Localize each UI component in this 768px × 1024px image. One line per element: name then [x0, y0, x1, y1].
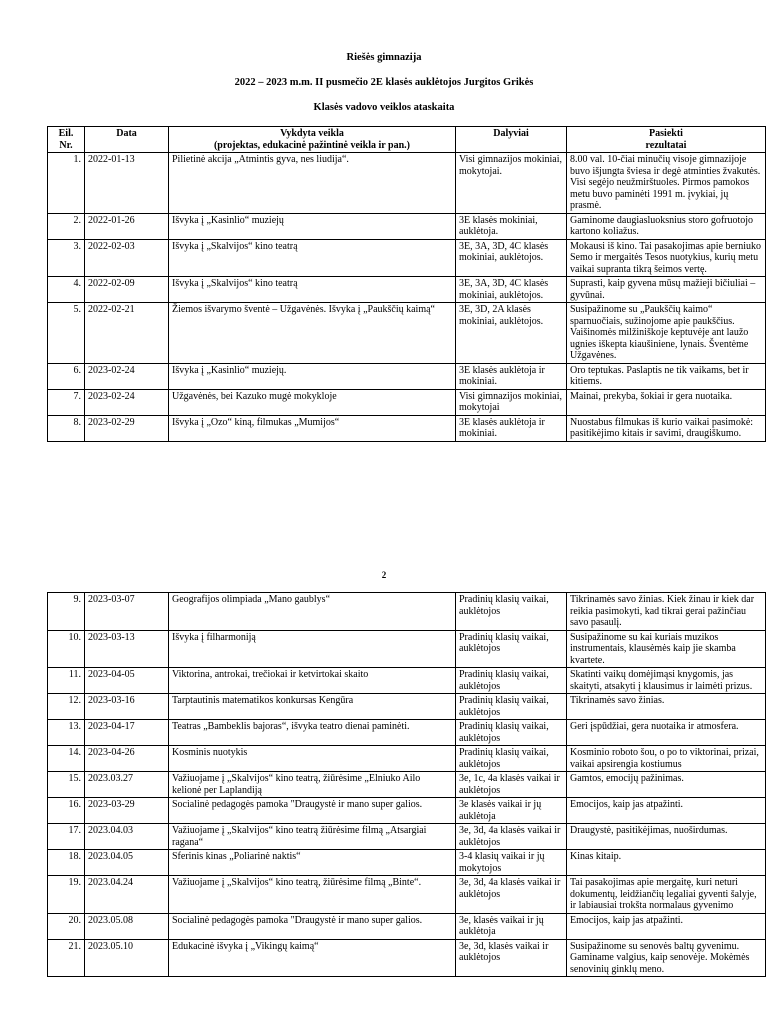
cell-results: Kinas kitaip. [567, 850, 766, 876]
page-number: 2 [381, 570, 387, 580]
col-header-date: Data [85, 127, 169, 153]
col-header-activity [169, 127, 456, 153]
table-row [48, 213, 766, 239]
table-row [48, 303, 766, 364]
cell-nr: 15. [48, 772, 85, 798]
cell-activity: Pilietinė akcija „Atmintis gyva, nes liudija“. [169, 153, 456, 214]
cell-participants: Pradinių klasių vaikai, auklėtojos [456, 630, 567, 668]
cell-activity: Važiuojame į „Skalvijos“ kino teatrą, žiūrėsime „Elniuko Ailo kelionė per Laplandiją [169, 772, 456, 798]
cell-nr: 9. [48, 593, 85, 631]
cell-participants: 3E, 3A, 3D, 4C klasės mokiniai, auklėtojos. [456, 239, 567, 277]
table-row [48, 772, 766, 798]
cell-date: 2023-03-07 [85, 593, 169, 631]
cell-activity: Teatras „Bambeklis bajoras“, išvyka teatro dienai paminėti. [169, 720, 456, 746]
cell-activity: Sferinis kinas „Poliarinė naktis“ [169, 850, 456, 876]
cell-date: 2023-03-16 [85, 694, 169, 720]
cell-date: 2023-04-26 [85, 746, 169, 772]
cell-date: 2022-02-03 [85, 239, 169, 277]
cell-date: 2023.05.08 [85, 913, 169, 939]
report-title: Klasės vadovo veiklos ataskaita [313, 102, 455, 113]
cell-results: Tai pasakojimas apie mergaitę, kuri neturi dokumentų, leidžiančių legaliai gyventi šalyje, ir labiausiai trokšta normalaus gyvenimo [567, 876, 766, 914]
col-header-nr: Eil. Nr. [48, 127, 85, 153]
cell-nr: 6. [48, 363, 85, 389]
cell-activity: Išvyka į filharmoniją [169, 630, 456, 668]
cell-nr: 18. [48, 850, 85, 876]
cell-results: Draugystė, pasitikėjimas, nuoširdumas. [567, 824, 766, 850]
cell-results: Gaminome daugiasluoksnius storo gofruotojo kartono koliažus. [567, 213, 766, 239]
cell-participants: Visi gimnazijos mokiniai, mokytojai. [456, 153, 567, 214]
cell-date: 2023.04.03 [85, 824, 169, 850]
cell-participants: 3e, 3d, 4a klasės vaikai ir auklėtojos [456, 876, 567, 914]
cell-nr: 19. [48, 876, 85, 914]
cell-participants: 3E, 3D, 2A klasės mokiniai, auklėtojos. [456, 303, 567, 364]
col-header-results-sub: rezultatai [645, 139, 687, 151]
cell-nr: 7. [48, 389, 85, 415]
cell-date: 2023-02-24 [85, 389, 169, 415]
cell-date: 2023-02-24 [85, 363, 169, 389]
cell-date: 2022-02-21 [85, 303, 169, 364]
school-name: Riešės gimnazija [346, 52, 422, 63]
table-row [48, 694, 766, 720]
table-header-row [48, 127, 766, 153]
cell-date: 2022-01-13 [85, 153, 169, 214]
table-row [48, 415, 766, 441]
report-period: 2022 – 2023 m.m. II pusmečio 2E klasės auklėtojos Jurgitos Grikės [234, 77, 534, 88]
cell-participants: 3e, 3d, klasės vaikai ir auklėtojos [456, 939, 567, 977]
table-row [48, 939, 766, 977]
cell-participants: 3e, 1c, 4a klasės vaikai ir auklėtojos [456, 772, 567, 798]
col-header-results-title: Pasiekti [649, 128, 683, 139]
table-row [48, 720, 766, 746]
table-row [48, 630, 766, 668]
cell-nr: 1. [48, 153, 85, 214]
cell-nr: 12. [48, 694, 85, 720]
cell-date: 2022-01-26 [85, 213, 169, 239]
table-row [48, 668, 766, 694]
cell-results: Gamtos, emocijų pažinimas. [567, 772, 766, 798]
cell-nr: 20. [48, 913, 85, 939]
cell-results: Kosminio roboto šou, o po to viktorinai, prizai, vaikai apsirengia kostiumus [567, 746, 766, 772]
cell-nr: 8. [48, 415, 85, 441]
table-row [48, 239, 766, 277]
table-row [48, 153, 766, 214]
cell-nr: 5. [48, 303, 85, 364]
cell-participants: 3e, klasės vaikai ir jų auklėtoja [456, 913, 567, 939]
table-row [48, 850, 766, 876]
cell-activity: Tarptautinis matematikos konkursas Kengūra [169, 694, 456, 720]
cell-date: 2023.03.27 [85, 772, 169, 798]
col-header-activity-sub: (projektas, edukacinė pažintinė veikla ir pan.) [213, 139, 411, 151]
table-row [48, 824, 766, 850]
cell-nr: 14. [48, 746, 85, 772]
table-row [48, 363, 766, 389]
cell-date: 2023-02-29 [85, 415, 169, 441]
cell-participants: 3-4 klasių vaikai ir jų mokytojos [456, 850, 567, 876]
cell-nr: 2. [48, 213, 85, 239]
cell-participants: 3E, 3A, 3D, 4C klasės mokiniai, auklėtojos. [456, 277, 567, 303]
cell-participants: Pradinių klasių vaikai, auklėtojos [456, 668, 567, 694]
cell-participants: Pradinių klasių vaikai, auklėtojos [456, 593, 567, 631]
cell-results: Emocijos, kaip jas atpažinti. [567, 913, 766, 939]
cell-activity: Geografijos olimpiada „Mano gaublys“ [169, 593, 456, 631]
cell-activity: Važiuojame į „Skalvijos“ kino teatrą, žiūrėsime filmą „Binte“. [169, 876, 456, 914]
cell-results: 8.00 val. 10-čiai minučių visoje gimnazijoje buvo išjungta šviesa ir degė atminties žvakutės. Visi segėjo neužmirštuoles. Pirmos pamokos metu buvo paminėti 1991 m. įvykiai, jų prasmė. [567, 153, 766, 214]
cell-activity: Išvyka į „Skalvijos“ kino teatrą [169, 277, 456, 303]
cell-date: 2023-03-13 [85, 630, 169, 668]
cell-results: Mokausi iš kino. Tai pasakojimas apie berniuko Semo ir mergaitės Tesos nuotykius, kurių metu vaikai supranta tikrą šeimos vertę. [567, 239, 766, 277]
cell-participants: Pradinių klasių vaikai, auklėtojos [456, 694, 567, 720]
cell-nr: 10. [48, 630, 85, 668]
cell-activity: Išvyka į „Ozo“ kiną, filmukas „Mumijos“ [169, 415, 456, 441]
cell-date: 2023.04.24 [85, 876, 169, 914]
cell-activity: Socialinė pedagogės pamoka "Draugystė ir mano super galios. [169, 913, 456, 939]
cell-results: Geri įspūdžiai, gera nuotaika ir atmosfera. [567, 720, 766, 746]
cell-participants: 3E klasės mokiniai, auklėtoja. [456, 213, 567, 239]
cell-date: 2023-03-29 [85, 798, 169, 824]
cell-participants: Pradinių klasių vaikai, auklėtojos [456, 720, 567, 746]
table-row [48, 277, 766, 303]
activity-table-page2 [47, 592, 766, 977]
cell-nr: 17. [48, 824, 85, 850]
cell-nr: 11. [48, 668, 85, 694]
table-row [48, 593, 766, 631]
cell-nr: 3. [48, 239, 85, 277]
cell-activity: Žiemos išvarymo šventė – Užgavėnės. Išvyka į „Paukščių kaimą“ [169, 303, 456, 364]
cell-date: 2023.04.05 [85, 850, 169, 876]
activity-table-page1 [47, 126, 766, 442]
cell-date: 2023-04-17 [85, 720, 169, 746]
cell-results: Susipažinome su „Paukščių kaimo“ sparnuočiais, sužinojome apie paukščius. Vaišinomės milžiniškoje keptuvėje ant laužo ugnies iškepta kiaušiniene, lynais. Šventėme Užgavėnes. [567, 303, 766, 364]
cell-date: 2022-02-09 [85, 277, 169, 303]
cell-results: Nuostabus filmukas iš kurio vaikai pasimokė: pasitikėjimo kitais ir savimi, draugiškumo. [567, 415, 766, 441]
cell-results: Tikrinamės savo žinias. Kiek žinau ir kiek dar reikia pasimokyti, kad tikrai gerai pažinčiau savo pasaulį. [567, 593, 766, 631]
cell-nr: 4. [48, 277, 85, 303]
table-row [48, 389, 766, 415]
cell-nr: 21. [48, 939, 85, 977]
col-header-activity-title: Vykdyta veikla [280, 128, 344, 139]
cell-activity: Užgavėnės, bei Kazuko mugė mokykloje [169, 389, 456, 415]
cell-results: Emocijos, kaip jas atpažinti. [567, 798, 766, 824]
table-row [48, 798, 766, 824]
cell-nr: 16. [48, 798, 85, 824]
cell-activity: Socialinė pedagogės pamoka "Draugystė ir mano super galios. [169, 798, 456, 824]
table-row [48, 876, 766, 914]
cell-participants: 3E klasės auklėtoja ir mokiniai. [456, 363, 567, 389]
cell-activity: Išvyka į „Kasinlio“ muziejų. [169, 363, 456, 389]
cell-activity: Išvyka į „Kasinlio“ muziejų [169, 213, 456, 239]
cell-activity: Kosminis nuotykis [169, 746, 456, 772]
cell-date: 2023.05.10 [85, 939, 169, 977]
col-header-results [567, 127, 766, 153]
table-row [48, 746, 766, 772]
cell-nr: 13. [48, 720, 85, 746]
cell-activity: Važiuojame į „Skalvijos“ kino teatrą žiūrėsime filmą „Atsargiai ragana“ [169, 824, 456, 850]
cell-participants: Visi gimnazijos mokiniai, mokytojai [456, 389, 567, 415]
cell-results: Oro teptukas. Paslaptis ne tik vaikams, bet ir kitiems. [567, 363, 766, 389]
cell-results: Skatinti vaikų domėjimąsi knygomis, jas skaityti, atsakyti į klausimus ir laimėti prizus. [567, 668, 766, 694]
cell-results: Tikrinamės savo žinias. [567, 694, 766, 720]
table-row [48, 913, 766, 939]
cell-activity: Išvyka į „Skalvijos“ kino teatrą [169, 239, 456, 277]
cell-participants: 3e, 3d, 4a klasės vaikai ir auklėtojos [456, 824, 567, 850]
cell-date: 2023-04-05 [85, 668, 169, 694]
cell-results: Susipažinome su kai kuriais muzikos instrumentais, klausėmės kaip jie skamba kvartete. [567, 630, 766, 668]
cell-participants: 3e klasės vaikai ir jų auklėtoja [456, 798, 567, 824]
cell-activity: Edukacinė išvyka į „Vikingų kaimą“ [169, 939, 456, 977]
cell-activity: Viktorina, antrokai, trečiokai ir ketvirtokai skaito [169, 668, 456, 694]
cell-results: Susipažinome su senovės baltų gyvenimu. Gaminame valgius, kaip senovėje. Mokėmės senovinių ginklų meno. [567, 939, 766, 977]
cell-results: Suprasti, kaip gyvena mūsų mažieji bičiuliai – gyvūnai. [567, 277, 766, 303]
cell-results: Mainai, prekyba, šokiai ir gera nuotaika. [567, 389, 766, 415]
cell-participants: Pradinių klasių vaikai, auklėtojos [456, 746, 567, 772]
cell-participants: 3E klasės auklėtoja ir mokiniai. [456, 415, 567, 441]
col-header-participants: Dalyviai [456, 127, 567, 153]
